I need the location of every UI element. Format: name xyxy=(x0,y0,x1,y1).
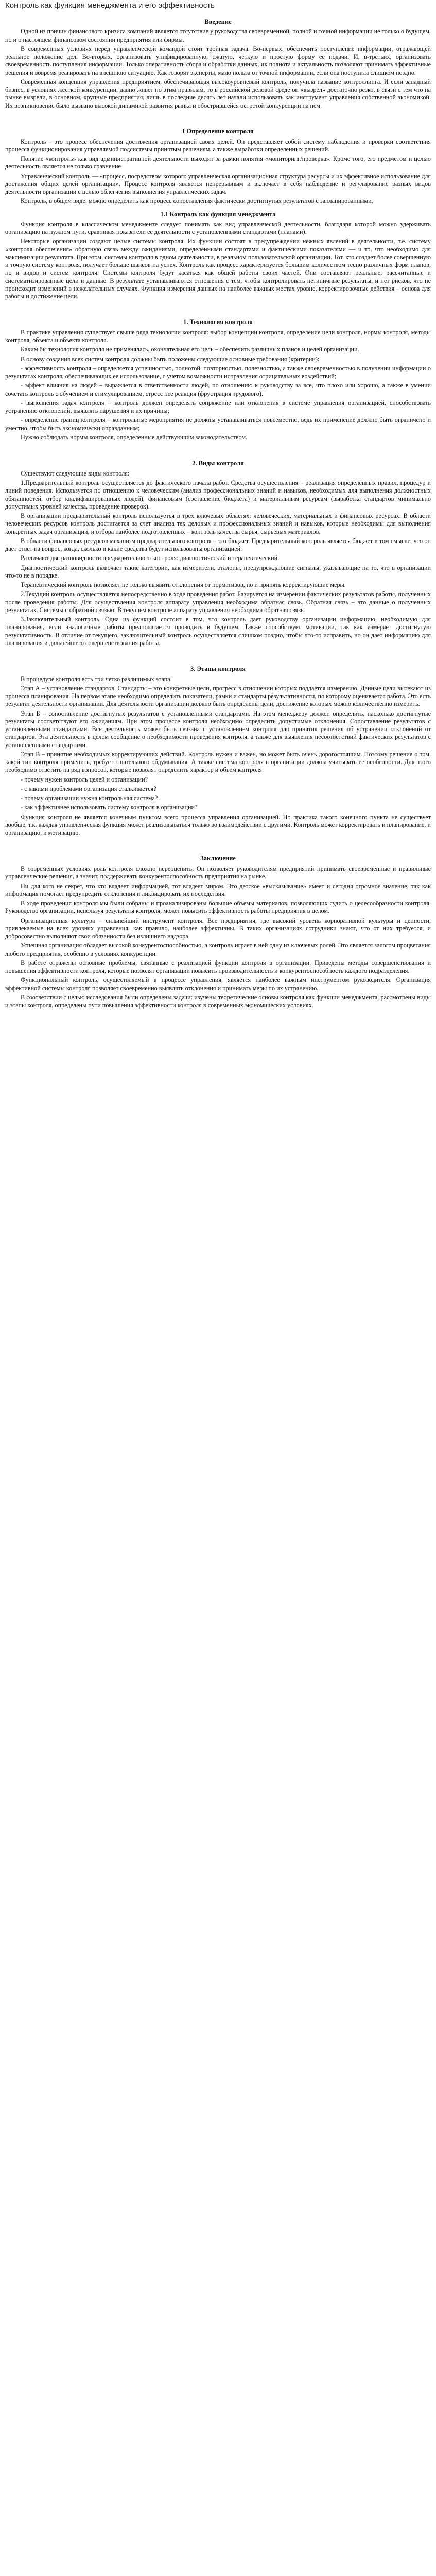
section-3-paragraph: Функция контроля не является конечным пунктом всего процесса управления организацией. Но практика такого конечного пункта не существует вообще, т.к. каждая управленческая функция может реализовываться только во взаимодействии с другими. Контроль может корректировать и планирование, и организацию, и мотивацию. xyxy=(5,813,431,837)
section-tech-paragraph: Каким бы технология контроля не применялась, окончательная его цель – обеспечить различных планов и целей организации. xyxy=(21,346,359,353)
section-tech-paragraph: - эффективность контроля – определяется успешностью, полнотой, повторностью, полезностью, а также своевременностью в получении информации о результатах контроля, обеспечивающих ее использование, с учетом возможности исправления отрицательных воздействий; xyxy=(5,364,431,380)
section-3-paragraph: - с какими проблемами организация сталкивается? xyxy=(21,785,156,792)
document-page xyxy=(0,0,436,1021)
section-2-paragraph: В организации предварительный контроль используется в трех ключевых областях: человеческих, материальных и финансовых ресурсах. В области человеческих ресурсов контроль достигается за счет анализа тех деловых и профессиональных знаний и навыков, которые необходимы для выполнения конкретных задач организации, и отбора наиболее подготовленных – контроль качества сырья, сырьевых материалов. xyxy=(5,512,431,535)
section-1-paragraph: Контроль – это процесс обеспечения достижения организацией своих целей. Он представляет собой систему наблюдения и проверки соответствия процесса функционирования управляемой подсистемы принятым решениям, а также выработки определенных решений. xyxy=(5,138,431,153)
section-2-paragraph: Существуют следующие виды контроля: xyxy=(21,469,130,477)
section-tech-heading: 1. Технология контроля xyxy=(183,318,253,326)
intro-paragraph: В современных условиях перед управленческой командой стоит тройная задача. Во-первых, обеспечить поступление информации, отражающей реальное положение дел. Во-вторых, организовать унифицированную, сжатую, четкую и простую форму ее подачи. И, в-третьих, организовать своевременность поступления информации. Только оперативность сбора и обработки данных, их полнота и актуальность позволяют принимать эффективные решения и вовремя реагировать на внешнюю ситуацию. Как говорят эксперты, мало польза от точной информации, если она поступила слишком поздно. xyxy=(5,45,431,76)
conclusion-heading: Заключение xyxy=(200,855,236,862)
section-tech-paragraph: В основу создания всех систем контроля должны быть положены следующие основные требования (критерии): xyxy=(21,355,320,363)
section-2-paragraph: Различают две разновидности предварительного контроля: диагностический и терапевтический. xyxy=(21,554,280,562)
section-2-paragraph: 2.Текущий контроль осуществляется непосредственно в ходе проведения работ. Базируется на измерении фактических результатов работы, полученных после проведения работы. Для осуществления контроля аппарату управления необходима обратная связь. Обратная связь – это данные о полученных результатах. Системы с обратной связью. В текущем контроле аппарату управления необходима обратная связь. xyxy=(5,590,431,614)
conclusion-paragraph: Ни для кого не секрет, что кто владеет информацией, тот владеет миром. Это детское «высказывание» имеет и сегодня огромное значение, так как информация помогает предупредить отклонения и ликвидировать их последствия. xyxy=(5,882,431,897)
conclusion-paragraph: В ходе проведения контроля мы были собраны и проанализированы большие объемы материалов, позволяющих судить о целесообразности контроля. Руководство организации, используя результаты контроля, может повысить эффективность работы предприятия в целом. xyxy=(5,900,431,915)
intro-heading: Введение xyxy=(204,18,232,25)
intro-paragraph: Современная концепция управления предприятием, обеспечивающая высокоуровневый контроль, получила название контроллинга. И если западный бизнес, в условиях жесткой конкуренции, давно живет по этим правилам, то в российской деловой среде он «вызрел» достаточно резко, в связи с тем что на рынке вызрели, в основном, крупные предприятия, лишь в последние десять лет начали использовать как инструмент управления собственной экономикой. Их возникновение было вызвано высокой динамикой развития рынка и обострившейся остротой конкуренции на нем. xyxy=(5,78,431,109)
intro-paragraph: Одной из причин финансового кризиса компаний является отсутствие у руководства своевременной, полной и точной информации не только о будущем, но и о настоящем финансовом состоянии предприятия или фирмы. xyxy=(5,28,431,43)
section-3-paragraph: Этап В – принятие необходимых корректирующих действий. Контроль нужен и важен, но может быть очень дорогостоящим. Поэтому решение о том, какой тип контроля применить, требует тщательного обдумывания. А также система контроля в организации должна учитывать ее особенности. Для этого необходимо ответить на ряд вопросов, которые позволят определить характер и объем контроля: xyxy=(5,750,431,774)
page-title: Контроль как функция менеджмента и его эффективность xyxy=(5,1,215,10)
section-3-paragraph: - почему организации нужна контрольная система? xyxy=(21,794,158,802)
section-2-paragraph: В области финансовых ресурсов механизм предварительного контроля – это бюджет. Предварительный контроль является бюджет в том смысле, что он дает ответ на вопрос, когда, сколько и какие средства будут использованы организацией. xyxy=(5,537,431,552)
section-1-paragraph: Контроль, в общем виде, можно определить как процесс сопоставления фактически достигнутых результатов с запланированными. xyxy=(21,197,373,205)
section-1-1-paragraph: Функция контроля в классическом менеджменте следует понимать как вид управленческой деятельности, благодаря которой можно удерживать организацию на нужном пути, сравнивая показатели ее деятельности с установленными стандартами (планами). xyxy=(5,220,431,235)
section-tech-paragraph: - выполнения задач контроля – контроль должен определять сопряжение или отклонения в системе управления организацией, способствовать устранению отклонений, выявлять нарушения и их причины; xyxy=(5,399,431,415)
conclusion-paragraph: В современных условиях роль контроля сложно переоценить. Он позволяет руководителям предприятий принимать своевременные и правильные управленческие решения, а значит, поддерживать конкурентоспособность предприятия на рынке. xyxy=(5,865,431,880)
section-3-paragraph: - почему нужен контроль целей и организации? xyxy=(21,775,148,783)
section-1-paragraph: Понятие «контроль» как вид административной деятельности выходит за рамки понятия «мониторинг/проверка». Кроме того, его предметом и целью деятельность является не только сравнение xyxy=(5,155,431,171)
section-3-paragraph: - как эффективнее использовать систему контроля в организации? xyxy=(21,804,198,811)
section-tech-paragraph: В практике управления существует свыше ряда технологии контроля: выбор концепции контроля, определение цели контроля, нормы контроля, методы контроля, объекта и объекта контроля. xyxy=(5,328,431,344)
conclusion-paragraph: Организационная культура – сильнейший инструмент контроля. Все предприятия, где высокий уровень корпоративной культуры и ценности, привлекаемые на всех уровнях управления, как правило, наиболее эффективны. В таких организациях сотрудники знают, что от них требуется, и добросовестно выполняют свои обязанности без излишнего надзора. xyxy=(5,917,431,940)
section-3-paragraph: В процедуре контроля есть три четко различимых этапа. xyxy=(21,675,172,683)
conclusion-paragraph: Успешная организация обладает высокой конкурентоспособностью, а контроль играет в ней одну из ключевых ролей. Это является залогом процветания любого предприятия, особенно в условиях конкуренции. xyxy=(5,942,431,957)
conclusion-paragraph: В соответствии с целью исследования были определены задачи: изучены теоретические основы контроля как функции менеджмента, рассмотрены виды и этапы контроля, определены пути повышения эффективности контроля в современных экономических условиях. xyxy=(5,993,431,1009)
section-3-heading: 3. Этапы контроля xyxy=(190,665,246,672)
section-tech-paragraph: - определение границ контроля – контрольные мероприятия не должны устанавливаться повсеместно, ведь их применение должно быть ограничено и уместно, чтобы быть экономически оправданным; xyxy=(5,416,431,432)
section-1-paragraph: Управленческий контроль — «процесс, посредством которого управленческая организационная структура ресурсы и их эффективное использование для достижения общих целей организации». Процесс контроля является непрерывным и включает в себя наблюдение и регулирование разных видов деятельности организации с целью облегчения выполнения управленческих задач. xyxy=(5,172,431,195)
conclusion-paragraph: В работе отражены основные проблемы, связанные с реализацией функции контроля в организации. Приведены методы совершенствования и повышения эффективности контроля, которые позволят организации повысить производительность и конкурентоспособность каждого подразделения. xyxy=(5,959,431,974)
section-tech-paragraph: Нужно соблюдать нормы контроля, определенные действующим законодательством. xyxy=(21,433,248,441)
section-tech-paragraph: - эффект влияния на людей – выражается в ответственности людей, по отношению к руководству за все, что плохо или хорошо, а также в умении сочетать контроль с обучением и стимулированием, стресс нее реакция (фрустрация трудового). xyxy=(5,382,431,397)
section-2-heading: 2. Виды контроля xyxy=(192,460,244,467)
section-1-heading: I Определение контроля xyxy=(182,127,254,135)
section-2-paragraph: Терапевтический контроль позволяет не только выявить отклонения от нормативов, но и принять корректирующие меры. xyxy=(21,581,346,588)
conclusion-paragraph: Функциональный контроль, осуществляемый в процессе управления, является наиболее важным инструментом руководителя. Организация эффективной системы контроля позволяет своевременно выявлять отклонения и принимать меры по их устранению. xyxy=(5,976,431,992)
section-2-paragraph: Диагностический контроль включает такие категории, как измерители, эталоны, предупреждающие сигналы, указывающие на то, что в организации что-то не в порядке. xyxy=(5,564,431,579)
section-2-paragraph: 1.Предварительный контроль осуществляется до фактического начала работ. Средства осуществления – реализация определенных правил, процедур и линий поведения. Используется по отношению к человеческим (анализ профессиональных знаний и навыков, необходимых для выполнения должностных обязанностей, отбор квалифицированных людей), финансовым (составление бюджета) и материальным ресурсам (выработка стандартов минимально допустимых уровней качества, проведение проверок). xyxy=(5,479,431,510)
section-2-paragraph: 3.Заключительный контроль. Одна из функций состоит в том, что контроль дает руководству организации информацию, необходимую для планирования, если аналогичные работы предполагается проводить в будущем. Также способствует мотивации, так как измеряет достигнутую результативность. В отличие от текущего, заключительный контроль осуществляется слишком поздно, чтобы что-то исправить, но он дает информацию для планирования и дальнейшего совершенствования работы. xyxy=(5,616,431,647)
section-3-paragraph: Этап Б – сопоставление достигнутых результатов с установленными стандартами. На этом менеджеру должен определить, насколько достигнутые результаты соответствуют его ожиданиям. При этом процессе контроля необходимо определить допустимые отклонения. Сопоставление результатов с установленными стандартами. Все деятельность может быть связана с установлением контроля для принятия решения об устранении отклонений от стандартов. Эта деятельность в целом сообщение о необходимости проведения контроля, а также для выявления несоответствий фактических результатов с установленными стандартами. xyxy=(5,709,431,749)
section-3-paragraph: Этап А – установление стандартов. Стандарты – это конкретные цели, прогресс в отношении которых поддается измерению. Данные цели вытекают из процесса планирования. На первом этапе необходимо определить показатели, рамки и стандарты результативности, по которому оценивается работа. Это есть результат деятельности организации. Для деятельности организации должно быть определены цели, достижение которых можно количественно измерить. xyxy=(5,684,431,708)
section-1-1-heading: 1.1 Контроль как функция менеджмента xyxy=(160,210,276,218)
section-1-1-paragraph: Некоторые организации создают целые системы контроля. Их функции состоят в предупреждении нежных явлений в деятельности, т.е. систему «контроля обеспечения» обратную связь между ожиданиями, определенными стандартами и фактическими показателями — и то, что необходимо для максимизации результата. При этом, системы контроля в одном деятельности, в реальном пользовательской организации. Тот, кто создает более совершенную и точную систему контроля, получает больше шансов на успех. Контроль как процесс характеризуется большим количеством тесно различных форм планов, но и видов и систем контроля. Системы контроля будут касаться как общей работы своих частей. Они составляют реальные, рассчитанные и систематизированные цели и данные. В результате устанавливаются отношения с тем, чтобы контролировать нетипичные результаты, и нет рисков, что не происходит изменений в нежелательных случаях. Функция измерения данных на наиболее важных местах уровне, корректировочные действия – основа для работы и достижение цели. xyxy=(5,238,431,300)
